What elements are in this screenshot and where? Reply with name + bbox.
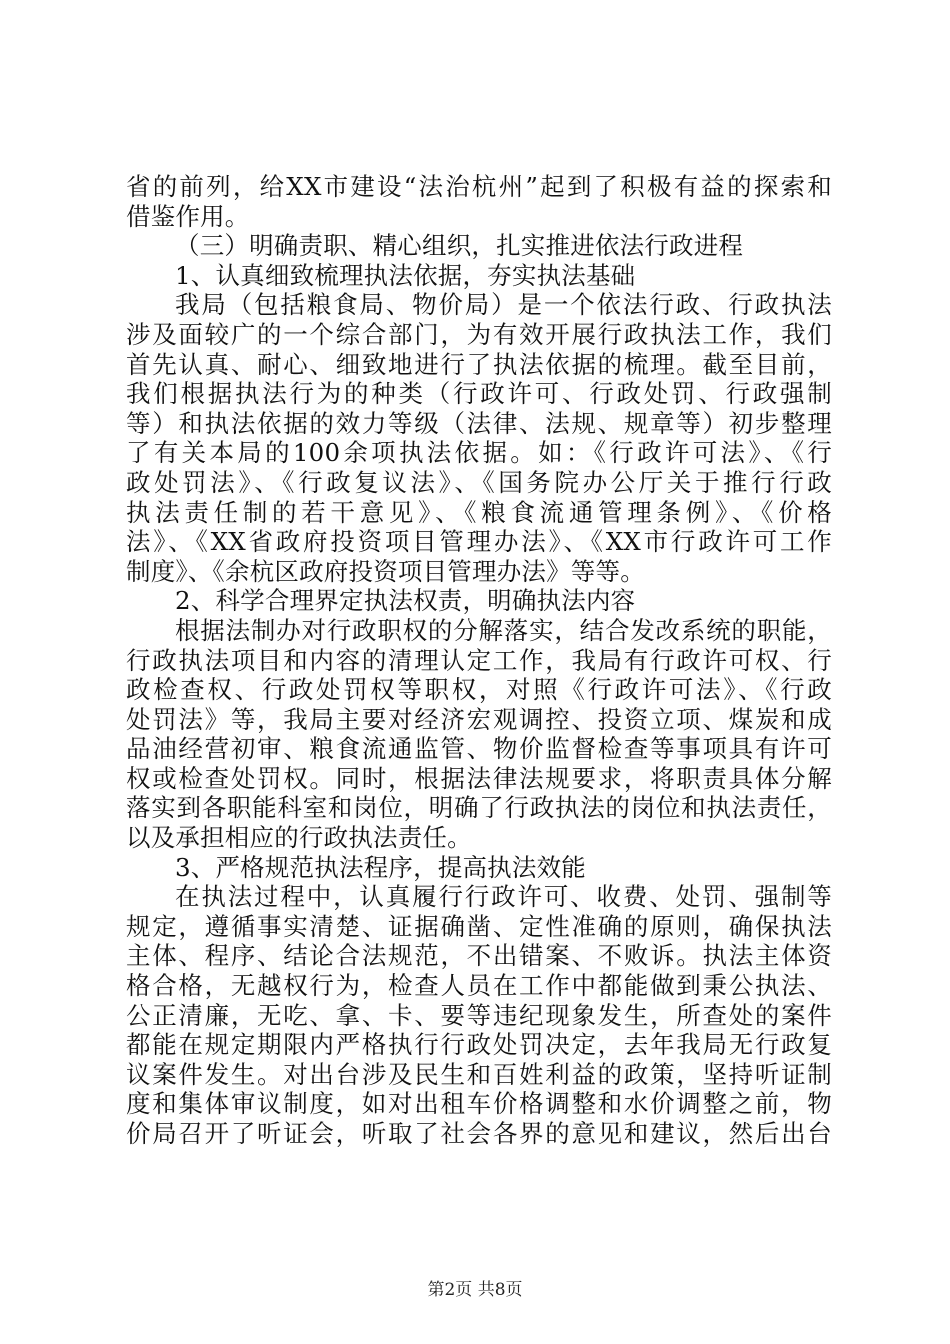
text-line: 主体、程序、结论合法规范，不出错案、不败诉。执法主体资 xyxy=(126,941,832,971)
text-line: 行政执法项目和内容的清理认定工作，我局有行政许可权、行 xyxy=(126,645,832,675)
text-line: 等）和执法依据的效力等级（法律、法规、规章等）初步整理 xyxy=(126,408,832,438)
text-line: 格合格，无越权行为，检查人员在工作中都能做到秉公执法、 xyxy=(126,971,832,1001)
text-line: 权或检查处罚权。同时，根据法律法规要求，将职责具体分解 xyxy=(126,763,832,793)
text-line: 2、科学合理界定执法权责，明确执法内容 xyxy=(175,586,636,616)
text-line: 处罚法》等，我局主要对经济宏观调控、投资立项、煤炭和成 xyxy=(126,704,832,734)
text-line: 公正清廉，无吃、拿、卡、要等违纪现象发生，所查处的案件 xyxy=(126,1000,832,1030)
text-line: 政检查权、行政处罚权等职权，对照《行政许可法》、《行政 xyxy=(126,675,832,705)
text-line: 省的前列，给XX市建设“法治杭州”起到了积极有益的探索和 xyxy=(126,172,832,201)
text-line: 1、认真细致梳理执法依据，夯实执法基础 xyxy=(175,260,636,290)
text-line: 首先认真、耐心、细致地进行了执法依据的梳理。截至目前， xyxy=(126,349,832,379)
text-line: 以及承担相应的行政执法责任。 xyxy=(126,823,472,853)
text-line: 我局（包括粮食局、物价局）是一个依法行政、行政执法 xyxy=(175,290,832,320)
text-line: 了有关本局的100余项执法依据。如：《行政许可法》、《行 xyxy=(126,438,832,468)
text-line: 制度》、《余杭区政府投资项目管理办法》等等。 xyxy=(126,556,645,586)
text-line: 在执法过程中，认真履行行政许可、收费、处罚、强制等 xyxy=(175,882,832,912)
page-number-footer: 第2页 共8页 xyxy=(427,1280,523,1300)
text-line: 落实到各职能科室和岗位，明确了行政执法的岗位和执法责任， xyxy=(126,793,832,823)
text-line: 我们根据执法行为的种类（行政许可、行政处罚、行政强制 xyxy=(126,379,832,409)
text-line: 价局召开了听证会，听取了社会各界的意见和建议，然后出台 xyxy=(126,1119,832,1148)
text-line: 3、严格规范执法程序，提高执法效能 xyxy=(175,852,586,882)
text-line: 执法责任制的若干意见》、《粮食流通管理条例》、《价格 xyxy=(126,497,832,527)
text-line: 品油经营初审、粮食流通监管、物价监督检查等事项具有许可 xyxy=(126,734,832,764)
text-line: 涉及面较广的一个综合部门，为有效开展行政执法工作，我们 xyxy=(126,319,832,349)
text-line: 都能在规定期限内严格执行行政处罚决定，去年我局无行政复 xyxy=(126,1030,832,1060)
text-line: 度和集体审议制度，如对出租车价格调整和水价调整之前，物 xyxy=(126,1089,832,1119)
text-line: 法》、《XX省政府投资项目管理办法》、《XX市行政许可工作 xyxy=(126,527,832,557)
text-line: 根据法制办对行政职权的分解落实，结合发改系统的职能， xyxy=(175,615,832,645)
text-line: （三）明确责职、精心组织，扎实推进依法行政进程 xyxy=(175,231,744,261)
document-body xyxy=(126,172,832,1149)
text-line: 政处罚法》、《行政复议法》、《国务院办公厅关于推行行政 xyxy=(126,467,832,497)
text-line: 借鉴作用。 xyxy=(126,201,250,231)
text-line: 议案件发生。对出台涉及民生和百姓利益的政策，坚持听证制 xyxy=(126,1059,832,1089)
text-line: 规定，遵循事实清楚、证据确凿、定性准确的原则，确保执法 xyxy=(126,911,832,941)
